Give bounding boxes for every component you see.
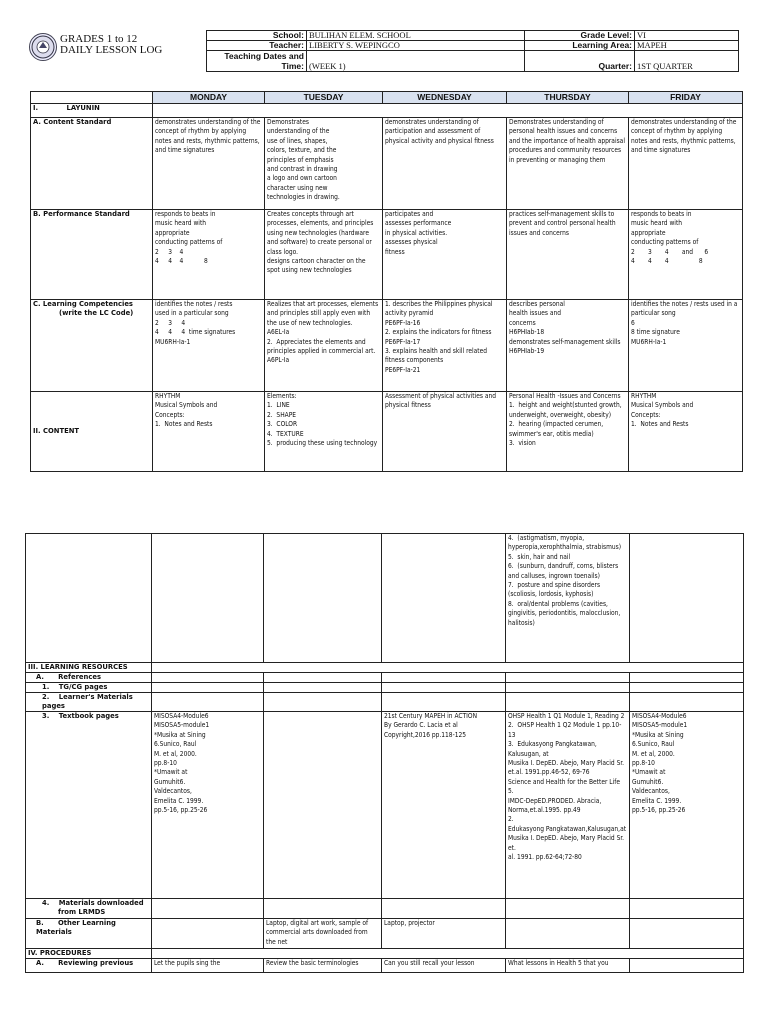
lesson-grid-page1 [30, 91, 743, 472]
grade-label: Grade Level: [525, 31, 635, 41]
learning-competencies-label: C. Learning Competencies (write the LC Code) [31, 300, 153, 392]
content-standard-tuesday: Demonstrates understanding of the use of lines, shapes, colors, texture, and the principles of emphasis and contrast in drawing a logo and own cartoon character using new technologies in drawing. [265, 118, 383, 210]
content-thursday: Personal Health -Issues and Concerns 1. height and weight(stunted growth, underweight, overweight, obesity) 2. hearing (impacted cerumen, swimmer's ear, otitis media) 3. vision [507, 392, 629, 472]
textbook-friday: MISOSA4-Module6 MISOSA5-module1 *Musika at Sining 6.Sunico, Raul M. et al, 2000. pp.8-10 *Umawit at Gumuhit6. Valdecantos, Emelita C. 1999. pp.5-16, pp.25-26 [630, 712, 744, 899]
quarter-value: 1ST QUARTER [635, 51, 739, 72]
textbook-tuesday [264, 712, 382, 899]
content-tuesday: Elements: 1. LINE 2. SHAPE 3. COLOR 4. TEXTURE 5. producing these using technology [265, 392, 383, 472]
performance-standard-friday: responds to beats in music heard with appropriate conducting patterns of 2 3 4 and 6 4 4 4 8 [629, 210, 743, 300]
content-friday: RHYTHM Musical Symbols and Concepts: 1. Notes and Rests [629, 392, 743, 472]
reviewing-wednesday: Can you still recall your lesson [382, 959, 506, 973]
performance-standard-tuesday: Creates concepts through art processes, elements, and principles using new technologies (hardware and software) to create personal or class logo. designs cartoon character on the spot using new technologies [265, 210, 383, 300]
textbook-pages-label: 3. Textbook pages [26, 712, 152, 899]
area-label: Learning Area: [525, 41, 635, 51]
competencies-monday: identifies the notes / rests used in a particular song 2 3 4 4 4 4 time signatures MU6RH-Ia-1 [153, 300, 265, 392]
performance-standard-monday: responds to beats in music heard with appropriate conducting patterns of 2 3 4 4 4 4 8 [153, 210, 265, 300]
day-header-friday: FRIDAY [629, 92, 743, 104]
reviewing-label: A. Reviewing previous [26, 959, 152, 973]
day-header-tuesday: TUESDAY [265, 92, 383, 104]
lm-pages-label: 2. Learner's Materials pages [26, 693, 152, 712]
other-friday [630, 919, 744, 949]
quarter-label: Quarter: [525, 51, 635, 72]
procedures-label: IV. PROCEDURES [26, 949, 152, 959]
performance-standard-thursday: practices self-management skills to prevent and control personal health issues and concerns [507, 210, 629, 300]
reviewing-thursday: What lessons in Health 5 that you [506, 959, 630, 973]
reviewing-friday [630, 959, 744, 973]
performance-standard-wednesday: participates and assesses performance in physical activities. assesses physical fitness [383, 210, 507, 300]
performance-standard-label: B. Performance Standard [31, 210, 153, 300]
other-tuesday: Laptop, digital art work, sample of commercial arts downloaded from the net [264, 919, 382, 949]
competencies-thursday: describes personal health issues and concerns H6PHIab-18 demonstrates self-management skills H6PHIab-19 [507, 300, 629, 392]
dates-label: Teaching Dates and Time: [207, 51, 307, 72]
other-monday [152, 919, 264, 949]
school-value: BULIHAN ELEM. SCHOOL [307, 31, 525, 41]
content-standard-thursday: Demonstrates understanding of personal health issues and concerns and the importance of health appraisal procedures and community resources in preventing or managing them [507, 118, 629, 210]
other-thursday [506, 919, 630, 949]
learning-resources-label: III. LEARNING RESOURCES [26, 663, 152, 673]
content-wednesday: Assessment of physical activities and physical fitness [383, 392, 507, 472]
layunin-label: I. LAYUNIN [31, 104, 153, 118]
competencies-tuesday: Realizes that art processes, elements and principles still apply even with the use of new technologies. A6EL-Ia 2. Appreciates the elements and principles applied in commercial art. A6PL-Ia [265, 300, 383, 392]
day-header-wednesday: WEDNESDAY [383, 92, 507, 104]
content-standard-friday: demonstrates understanding of the concept of rhythm by applying notes and rests, rhythmic patterns, and time signatures [629, 118, 743, 210]
competencies-friday: identifies the notes / rests used in a particular song 6 8 time signature MU6RH-Ia-1 [629, 300, 743, 392]
form-title-line2: DAILY LESSON LOG [60, 44, 163, 56]
competencies-wednesday: 1. describes the Philippines physical activity pyramid PE6PF-Ia-16 2. explains the indicators for fitness PE6PF-Ia-17 3. explains health and skill related fitness components PE6PF-Ia-21 [383, 300, 507, 392]
reviewing-tuesday: Review the basic terminologies [264, 959, 382, 973]
dates-value: (WEEK 1) [307, 51, 525, 72]
content-monday: RHYTHM Musical Symbols and Concepts: 1. Notes and Rests [153, 392, 265, 472]
teacher-label: Teacher: [207, 41, 307, 51]
reviewing-monday: Let the pupils sing the [152, 959, 264, 973]
content-label: II. CONTENT [31, 392, 153, 472]
other-materials-label: B. Other Learning Materials [26, 919, 152, 949]
form-title-line1: GRADES 1 to 12 [60, 33, 138, 45]
header-table [206, 30, 739, 72]
content-thursday-continued: 4. (astigmatism, myopia, hyperopia,xerophthalmia, strabismus) 5. skin, hair and nail 6. (sunburn, dandruff, corns, blisters and calluses, ingrown toenails) 7. posture and spine disorders (scoliosis, lordosis, kyphosis) 8. oral/dental problems (cavities, gingivitis, periodontitis, malocclusion, halitosis) [506, 534, 630, 663]
school-label: School: [207, 31, 307, 41]
day-header-thursday: THURSDAY [507, 92, 629, 104]
textbook-thursday: OHSP Health 1 Q1 Module 1, Reading 2 2. OHSP Health 1 Q2 Module 1 pp.10-13 3. Edukasyong Pangkatawan, Kalusugan, at Musika I. DepED. Abejo, Mary Placid Sr. et.al. 1991.pp.46-52, 69-76 Science and Health for the Better Life 5. IMDC-DepED.PRODED. Abracia, Norma,et.al.1995. pp.49 2. Edukasyong Pangkatawan,Kalusugan,at Musika I. DepED. Abejo, Mary Placid Sr. et. al. 1991. pp.62-64;72-80 [506, 712, 630, 899]
content-standard-monday: demonstrates understanding of the concept of rhythm by applying notes and rests, rhythmic patterns, and time signatures [153, 118, 265, 210]
grade-value: VI [635, 31, 739, 41]
textbook-monday: MISOSA4-Module6 MISOSA5-module1 *Musika at Sining 6.Sunico, Raul M. et al, 2000. pp.8-10 *Umawit at Gumuhit6. Valdecantos, Emelita C. 1999. pp.5-16, pp.25-26 [152, 712, 264, 899]
lesson-grid-page2 [25, 533, 744, 973]
content-standard-wednesday: demonstrates understanding of participation and assessment of physical activity and physical fitness [383, 118, 507, 210]
other-wednesday: Laptop, projector [382, 919, 506, 949]
content-standard-label: A. Content Standard [31, 118, 153, 210]
deped-seal [29, 33, 57, 61]
textbook-wednesday: 21st Century MAPEH in ACTION By Gerardo C. Lacia et al Copyright,2016 pp.118-125 [382, 712, 506, 899]
day-header-monday: MONDAY [153, 92, 265, 104]
lrmds-label: 4. Materials downloaded from LRMDS [26, 899, 152, 919]
references-label: A. References [26, 673, 152, 683]
area-value: MAPEH [635, 41, 739, 51]
teacher-value: LIBERTY S. WEPINGCO [307, 41, 525, 51]
tg-pages-label: 1. TG/CG pages [26, 683, 152, 693]
